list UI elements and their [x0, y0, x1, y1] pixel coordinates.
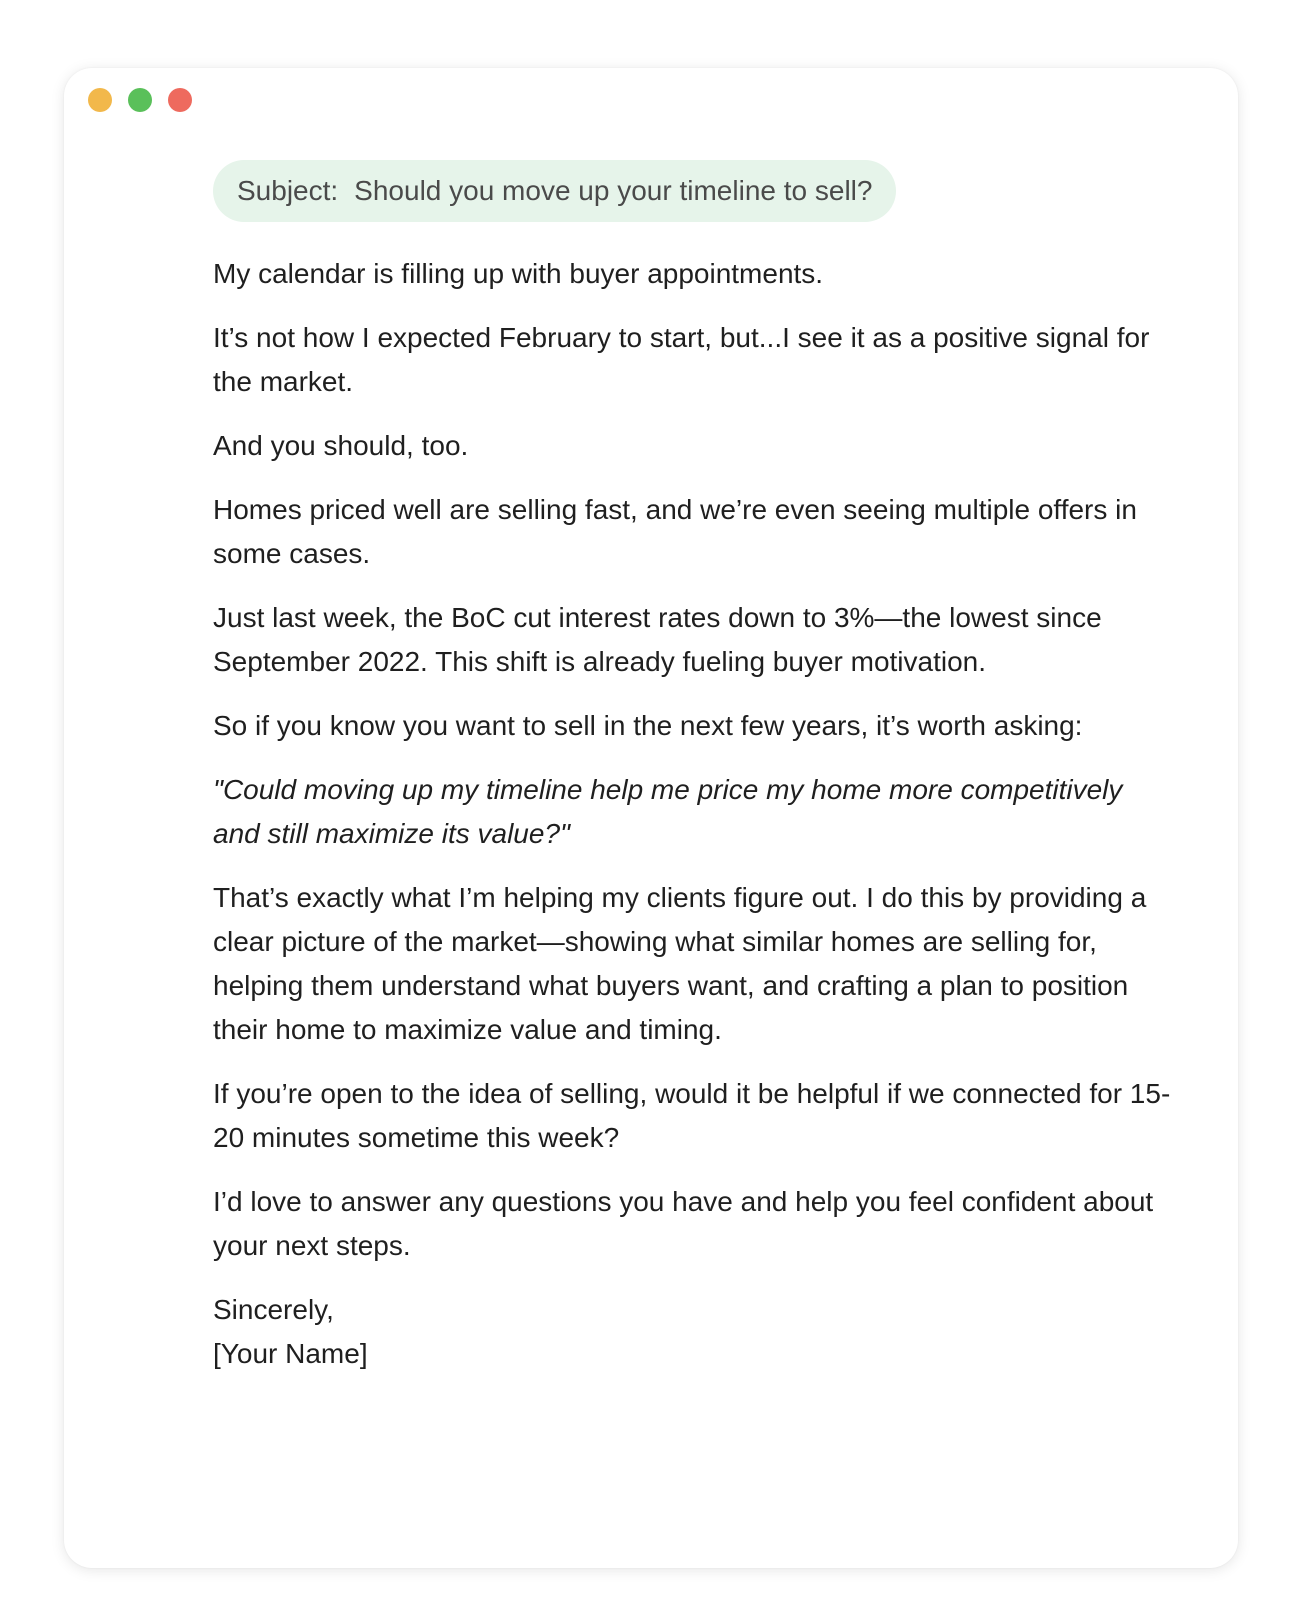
paragraph: Just last week, the BoC cut interest rates down to 3%—the lowest since September 2022. This shift is already fueling buyer motivation. [213, 602, 1102, 677]
signature: [Your Name] [213, 1338, 368, 1369]
email-body [213, 160, 1173, 1376]
email-window [64, 68, 1238, 1568]
quote-paragraph: "Could moving up my timeline help me price my home more competitively and still maximize its value?" [213, 774, 1123, 849]
paragraph: Homes priced well are selling fast, and we’re even seeing multiple offers in some cases. [213, 494, 1137, 569]
zoom-button[interactable] [128, 88, 152, 112]
closing: Sincerely, [213, 1294, 334, 1325]
paragraph: My calendar is filling up with buyer appointments. [213, 258, 824, 289]
subject-text: Should you move up your timeline to sell? [354, 175, 873, 206]
close-button[interactable] [168, 88, 192, 112]
subject-label: Subject: [237, 175, 339, 206]
paragraph: And you should, too. [213, 430, 469, 461]
subject-pill [213, 160, 896, 222]
paragraph: That’s exactly what I’m helping my clients figure out. I do this by providing a clear picture of the market—showing what similar homes are selling for, helping them understand what buyers want, and crafting a plan to position their home to maximize value and timing. [213, 882, 1147, 1045]
window-controls [88, 88, 192, 112]
paragraph: I’d love to answer any questions you have and help you feel confident about your next steps. [213, 1186, 1154, 1261]
minimize-button[interactable] [88, 88, 112, 112]
paragraph: So if you know you want to sell in the next few years, it’s worth asking: [213, 710, 1083, 741]
paragraph: It’s not how I expected February to start, but...I see it as a positive signal for the market. [213, 322, 1150, 397]
paragraph: If you’re open to the idea of selling, would it be helpful if we connected for 15-20 minutes sometime this week? [213, 1078, 1171, 1153]
